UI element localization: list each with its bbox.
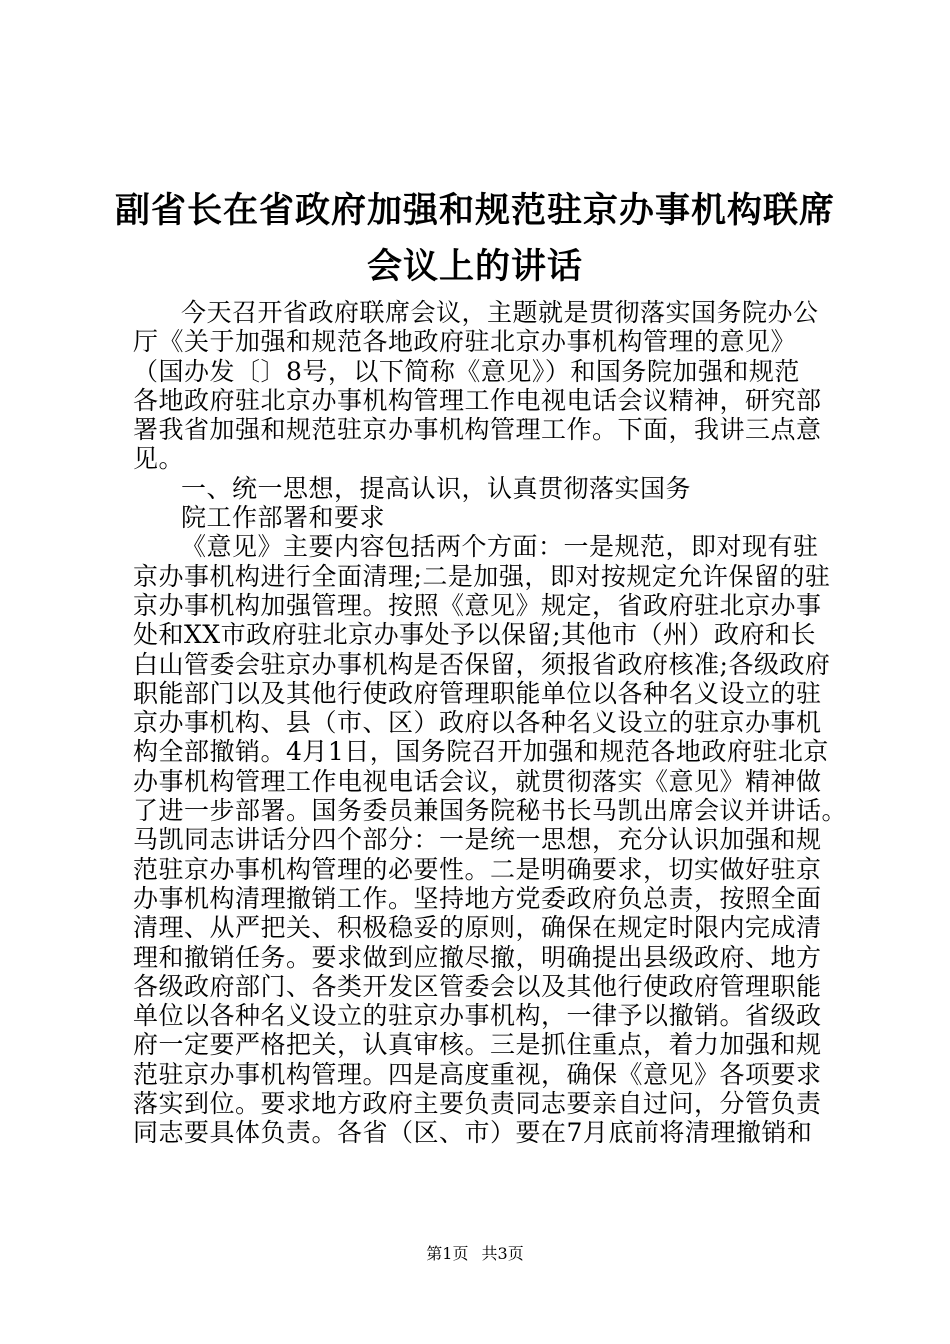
paragraph-line: 范驻京办事机构管理的必要性。二是明确要求，切实做好驻京 [133, 854, 822, 884]
paragraph-line: 今天召开省政府联席会议，主题就是贯彻落实国务院办公 [181, 298, 819, 327]
paragraph-line: （国办发〔〕8号，以下简称《意见》）和国务院加强和规范 [133, 356, 800, 386]
document-title-line-1: 副省长在省政府加强和规范驻京办事机构联席 [114, 190, 835, 231]
paragraph-line: 马凯同志讲话分四个部分：一是统一思想，充分认识加强和规 [133, 825, 822, 855]
section-heading-line: 院工作部署和要求 [181, 503, 386, 533]
paragraph-line: 同志要具体负责。各省（区、市）要在7月底前将清理撤销和 [133, 1118, 813, 1148]
paragraph-line: 处和XX市政府驻北京办事处予以保留;其他市（州）政府和长 [133, 620, 817, 650]
paragraph-line: 京办事机构加强管理。按照《意见》规定，省政府驻北京办事 [133, 590, 822, 620]
paragraph-line: 京办事机构、县（市、区）政府以各种名义设立的驻京办事机 [133, 708, 822, 738]
paragraph-line: 构全部撤销。4月1日，国务院召开加强和规范各地政府驻北京 [133, 737, 829, 767]
paragraph-line: 白山管委会驻京办事机构是否保留，须报省政府核准;各级政府 [133, 649, 831, 679]
paragraph-line: 各级政府部门、各类开发区管委会以及其他行使政府管理职能 [133, 971, 822, 1001]
document-body [133, 298, 848, 1148]
paragraph-line: 落实到位。要求地方政府主要负责同志要亲自过问，分管负责 [133, 1089, 822, 1119]
paragraph-line: 各地政府驻北京办事机构管理工作电视电话会议精神，研究部 [133, 385, 822, 415]
page-footer [0, 1244, 950, 1264]
paragraph-line: 厅《关于加强和规范各地政府驻北京办事机构管理的意见》 [133, 327, 797, 357]
paragraph-line: 府一定要严格把关，认真审核。三是抓住重点，着力加强和规 [133, 1030, 822, 1060]
paragraph-line: 范驻京办事机构管理。四是高度重视，确保《意见》各项要求 [133, 1059, 822, 1089]
paragraph-line: 办事机构管理工作电视电话会议，就贯彻落实《意见》精神做 [133, 766, 822, 796]
paragraph-line: 见。 [133, 444, 185, 474]
paragraph-line: 了进一步部署。国务委员兼国务院秘书长马凯出席会议并讲话。 [133, 796, 848, 826]
paragraph-line: 理和撤销任务。要求做到应撤尽撤，明确提出县级政府、地方 [133, 942, 822, 972]
page-number-total: 共3页 [481, 1244, 524, 1263]
paragraph-line: 单位以各种名义设立的驻京办事机构，一律予以撤销。省级政 [133, 1001, 822, 1031]
section-heading-line: 一、统一思想，提高认识，认真贯彻落实国务 [181, 473, 692, 503]
paragraph-line: 京办事机构进行全面清理;二是加强，即对按规定允许保留的驻 [133, 561, 831, 591]
paragraph-line: 清理、从严把关、积极稳妥的原则，确保在规定时限内完成清 [133, 913, 822, 943]
paragraph-line: 《意见》主要内容包括两个方面：一是规范，即对现有驻 [181, 532, 819, 562]
paragraph-line: 职能部门以及其他行使政府管理职能单位以各种名义设立的驻 [133, 678, 822, 708]
paragraph-line: 办事机构清理撤销工作。坚持地方党委政府负总责，按照全面 [133, 883, 822, 913]
document-title-line-2: 会议上的讲话 [366, 246, 583, 287]
paragraph-line: 署我省加强和规范驻京办事机构管理工作。下面，我讲三点意 [133, 415, 822, 445]
page-number-current: 第1页 [426, 1244, 469, 1263]
